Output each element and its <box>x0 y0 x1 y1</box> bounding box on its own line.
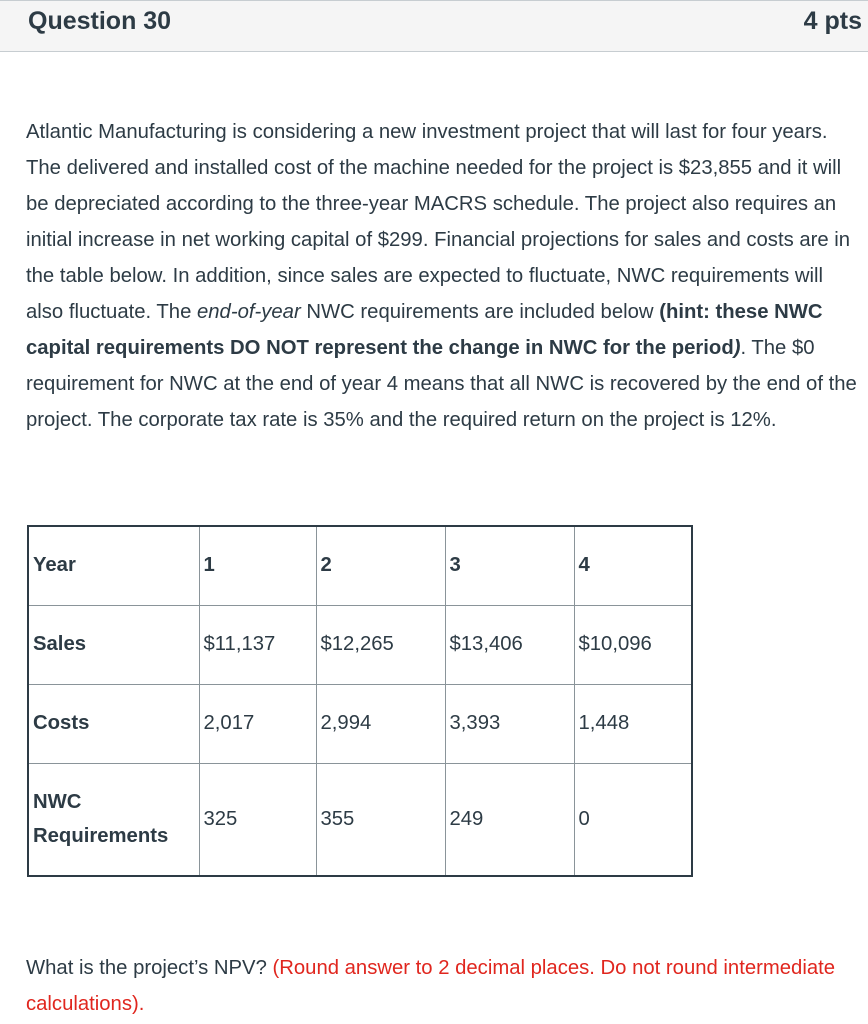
table-cell: Costs <box>28 684 199 763</box>
table-cell: 2,017 <box>199 684 316 763</box>
table-row-nwc <box>28 763 692 876</box>
table-cell: $11,137 <box>199 605 316 684</box>
nwc-label-line2: Requirements <box>33 825 169 848</box>
table-cell: 3 <box>445 526 574 605</box>
table-row-sales <box>28 605 692 684</box>
table-cell-nwc-label <box>28 763 199 876</box>
table-row-costs <box>28 684 692 763</box>
table-cell: 1 <box>199 526 316 605</box>
question-hint-close: ) <box>733 337 741 359</box>
question-text <box>26 114 864 438</box>
table-cell: 2,994 <box>316 684 445 763</box>
nwc-label-line1: NWC <box>33 791 82 814</box>
question-text-part1: Atlantic Manufacturing is considering a new investment project that will last for four years. The delivered and installed cost of the machine needed for the project is $23,855 and it will be depreciated according to the three-year MACRS schedule. The project also requires an initial increase in net working capital of $299. Financial projections for sales and costs are in the table below. In addition, since sales are expected to fluctuate, NWC requirements will also fluctuate. The <box>26 121 851 323</box>
question-title: Question 30 <box>28 7 172 35</box>
financial-projections-table <box>27 525 693 877</box>
question-text-italic: end-of-year <box>197 301 301 323</box>
table-cell: 4 <box>574 526 692 605</box>
question-text-part3: . The $0 requirement for NWC at the end of year 4 means that all NWC is recovered by the end of the project. The corporate tax rate is 35% and the required return on the project is 12%. <box>26 337 857 431</box>
question-points: 4 pts <box>803 7 862 35</box>
table-cell: 1,448 <box>574 684 692 763</box>
table-row-year <box>28 526 692 605</box>
question-prompt <box>26 950 864 1022</box>
table-cell: $13,406 <box>445 605 574 684</box>
question-header <box>0 0 868 52</box>
table-cell: 325 <box>199 763 316 876</box>
table-cell: 0 <box>574 763 692 876</box>
table-cell: 2 <box>316 526 445 605</box>
table-cell: $10,096 <box>574 605 692 684</box>
table-cell: $12,265 <box>316 605 445 684</box>
question-hint: (hint: these NWC capital requirements DO NOT represent the change in NWC for the period <box>26 301 823 359</box>
question-instruction: (Round answer to 2 decimal places. Do not round intermediate calculations). <box>26 957 836 1015</box>
table-cell: Year <box>28 526 199 605</box>
table-cell: 249 <box>445 763 574 876</box>
table-cell: Sales <box>28 605 199 684</box>
table-cell: 3,393 <box>445 684 574 763</box>
question-text-part2: NWC requirements are included below <box>300 301 660 323</box>
question-prompt-text: What is the project’s NPV? <box>26 957 273 979</box>
table-cell: 355 <box>316 763 445 876</box>
